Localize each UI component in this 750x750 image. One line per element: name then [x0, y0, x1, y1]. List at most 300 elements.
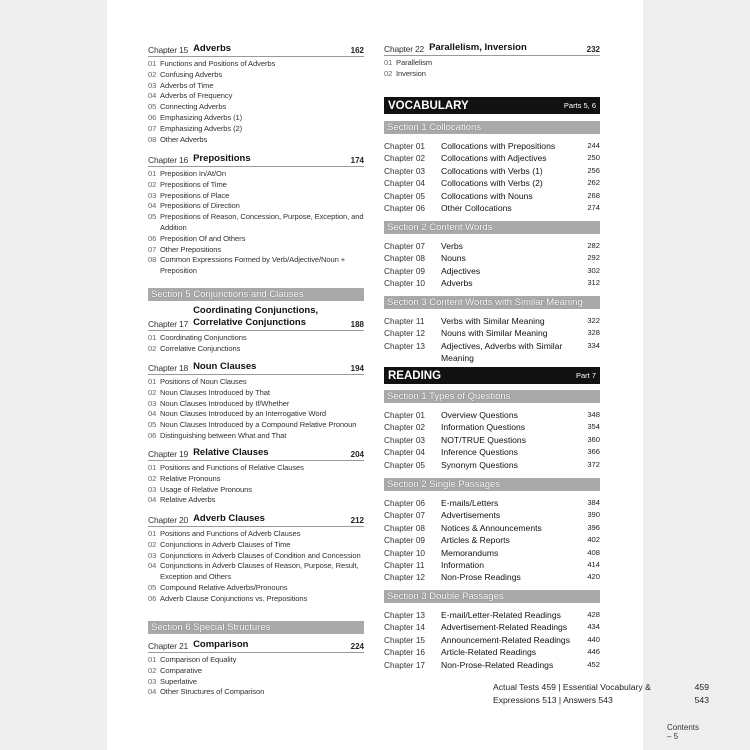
chapter-label: Chapter 11: [384, 559, 425, 570]
page-number: 390: [587, 510, 600, 520]
chapter-row: [384, 522, 600, 534]
item-title: Noun Clauses Introduced by an Interrogative Word: [160, 409, 327, 419]
page-number: 348: [587, 410, 600, 419]
list-item: [148, 594, 364, 605]
chapter-row: [384, 659, 600, 671]
chapter-block: [384, 121, 600, 214]
chapter-title: Information Questions: [441, 422, 526, 433]
item-title: Emphasizing Adverbs (2): [160, 123, 243, 133]
page-number: 250: [587, 153, 600, 163]
list-item: [148, 495, 364, 506]
item-title: Comparison of Equality: [160, 655, 237, 664]
item-title: Noun Clauses Introduced by That: [160, 387, 270, 397]
page-number: 292: [587, 253, 600, 263]
chapter-row: [384, 459, 600, 471]
chapter-title: Relative Clauses: [193, 447, 269, 458]
item-number: 07: [148, 123, 157, 133]
chapter-block: [384, 590, 600, 671]
list-item: [148, 666, 364, 677]
section-bar: [384, 390, 600, 403]
item-title: Connecting Adverbs: [160, 102, 227, 112]
chapter-block: [384, 390, 600, 471]
chapter-row: [384, 509, 600, 521]
page-number: 366: [587, 447, 600, 457]
chapter-label: Chapter 06: [384, 202, 426, 213]
list-item: [148, 255, 364, 277]
list-item: [384, 69, 600, 80]
item-number: 02: [384, 68, 393, 78]
item-title: Confusing Adverbs: [160, 69, 223, 79]
chapter-label: Chapter 14: [384, 622, 426, 633]
chapter-title: Non-Prose-Related Readings: [441, 659, 554, 670]
back-matter-line: [493, 695, 709, 705]
chapter-row: [384, 609, 600, 621]
item-number: 05: [148, 582, 157, 592]
section-label: Section 5: [151, 289, 191, 300]
chapter-title: Adverbs: [193, 43, 232, 54]
section-title: Content Words with Similar Meaning: [429, 297, 583, 308]
list-item: [148, 399, 364, 410]
chapter-heading: [148, 639, 364, 653]
item-number: 02: [148, 387, 157, 397]
chapter-title: Collocations with Adjectives: [441, 153, 547, 164]
chapter-row: [384, 327, 600, 339]
section-block: [148, 288, 364, 301]
item-number: 03: [148, 550, 157, 560]
back-matter-line: [493, 682, 709, 692]
chapter-row: [384, 165, 600, 177]
section-title: Special Structures: [193, 622, 271, 633]
chapter-title: Verbs: [441, 241, 463, 251]
chapter-row: [384, 177, 600, 189]
section-bar: [384, 296, 600, 309]
page-number: 244: [587, 141, 600, 150]
item-title: Preposition In/At/On: [160, 169, 226, 178]
item-number: 06: [148, 593, 157, 603]
chapter-block: [148, 361, 364, 442]
section-title: Single Passages: [429, 479, 501, 490]
section-label: Section 2: [387, 479, 427, 490]
list-item: [148, 551, 364, 562]
chapter-label: Chapter 03: [384, 434, 426, 445]
page-number: 372: [587, 459, 600, 469]
page-number: 354: [587, 422, 600, 432]
list-item: [148, 677, 364, 688]
chapter-row: [384, 152, 600, 164]
list-item: [148, 180, 364, 191]
part-title: VOCABULARY: [388, 99, 469, 112]
section-title: Content Words: [429, 222, 493, 233]
chapter-title: Coordinating Conjunctions, Correlative Conjunctions: [193, 305, 319, 328]
part-numbers: Parts 5, 6: [563, 101, 596, 110]
chapter-row: [384, 340, 600, 364]
page-number: 188: [350, 320, 364, 329]
item-title: Conjunctions in Adverb Clauses of Time: [160, 539, 291, 549]
page-number: 428: [587, 610, 600, 619]
item-number: 03: [148, 190, 157, 200]
item-number: 01: [148, 169, 157, 178]
item-number: 08: [148, 134, 157, 144]
item-number: 01: [148, 529, 157, 538]
item-title: Inversion: [396, 68, 426, 78]
item-title: Noun Clauses Introduced by If/Whether: [160, 398, 290, 408]
item-title: Conjunctions in Adverb Clauses of Reason, Purpose, Result, Exception and Others: [160, 561, 359, 582]
chapter-title: NOT/TRUE Questions: [441, 434, 527, 445]
chapter-label: Chapter 09: [384, 535, 426, 546]
section-label: Section 3: [387, 591, 427, 602]
item-number: 06: [148, 233, 157, 243]
chapter-label: Chapter 17: [148, 319, 189, 329]
chapter-title: Collocations with Prepositions: [441, 141, 556, 151]
chapter-title: Adverbs: [441, 278, 473, 289]
section-label: Section 1: [387, 122, 427, 133]
chapter-heading: [148, 361, 364, 375]
page-number: 212: [350, 516, 364, 525]
item-number: 03: [148, 484, 157, 494]
list-item: [148, 113, 364, 124]
list-item: [148, 191, 364, 202]
back-matter-text: Actual Tests 459 | Essential Vocabulary &: [493, 682, 651, 692]
chapter-title: E-mail/Letter-Related Readings: [441, 610, 561, 620]
chapter-title: Collocations with Nouns: [441, 190, 533, 201]
chapter-label: Chapter 12: [384, 328, 426, 339]
page-number: 384: [587, 498, 600, 507]
chapter-block: [384, 221, 600, 290]
page-number: 396: [587, 522, 600, 532]
item-number: 04: [148, 561, 157, 571]
item-number: 02: [148, 179, 157, 189]
item-title: Distinguishing between What and That: [160, 430, 287, 440]
item-title: Positions and Functions of Relative Clauses: [160, 463, 304, 472]
part-bar: [384, 367, 600, 384]
chapter-title: Other Collocations: [441, 202, 512, 213]
chapter-heading: [148, 513, 364, 527]
item-title: Adverbs of Time: [160, 80, 214, 90]
chapter-row: [384, 559, 600, 571]
list-item: [148, 245, 364, 256]
chapter-label: Chapter 08: [384, 253, 426, 264]
item-title: Correlative Conjunctions: [160, 343, 241, 353]
chapter-block: [148, 447, 364, 506]
list-item: [148, 124, 364, 135]
chapter-row: [384, 277, 600, 289]
chapter-row: [384, 421, 600, 433]
item-title: Relative Adverbs: [160, 495, 216, 505]
chapter-row: [384, 190, 600, 202]
page-number: 274: [587, 202, 600, 212]
part-block: [384, 367, 600, 384]
chapter-title: Nouns: [441, 253, 466, 264]
chapter-label: Chapter 20: [148, 515, 189, 525]
chapter-row: [384, 446, 600, 458]
chapter-label: Chapter 17: [384, 659, 426, 670]
chapter-row: [384, 634, 600, 646]
chapter-row: [384, 315, 600, 327]
chapter-title: Advertisements: [441, 510, 501, 521]
item-number: 06: [148, 112, 157, 122]
chapter-row: [384, 140, 600, 152]
chapter-label: Chapter 13: [384, 610, 426, 620]
item-number: 04: [148, 201, 157, 211]
page-number: 224: [350, 642, 364, 651]
chapter-heading: [384, 42, 600, 56]
list-item: [148, 431, 364, 442]
list-item: [148, 377, 364, 388]
item-title: Other Prepositions: [160, 244, 222, 254]
list-item: [148, 333, 364, 344]
item-title: Common Expressions Formed by Verb/Adjective/Noun + Preposition: [160, 255, 346, 276]
item-number: 03: [148, 80, 157, 90]
chapter-heading: [148, 43, 364, 57]
chapter-row: [384, 409, 600, 421]
page-number: 543: [694, 695, 709, 705]
toc-page: [107, 0, 709, 750]
chapter-title: Adjectives, Adverbs with Similar Meaning: [441, 340, 563, 364]
page-number: 334: [587, 340, 600, 350]
chapter-title: Article-Related Readings: [441, 647, 537, 658]
chapter-label: Chapter 07: [384, 241, 426, 251]
chapter-block: [148, 639, 364, 698]
list-item: [148, 70, 364, 81]
item-title: Other Adverbs: [160, 134, 208, 144]
item-title: Positions of Noun Clauses: [160, 377, 247, 386]
item-number: 03: [148, 398, 157, 408]
chapter-block: [384, 42, 600, 80]
item-title: Prepositions of Reason, Concession, Purpose, Exception, and Addition: [160, 212, 364, 232]
chapter-label: Chapter 15: [384, 634, 426, 645]
list-item: [148, 388, 364, 399]
item-title: Prepositions of Direction: [160, 201, 240, 211]
page-number: 328: [587, 328, 600, 338]
chapter-title: Comparison: [193, 639, 249, 650]
page-number: 262: [587, 178, 600, 188]
page-number: 459: [694, 682, 709, 692]
chapter-title: Verbs with Similar Meaning: [441, 316, 545, 326]
section-title: Types of Questions: [429, 391, 511, 402]
item-title: Compound Relative Adverbs/Pronouns: [160, 582, 288, 592]
item-title: Functions and Positions of Adverbs: [160, 59, 276, 68]
page-number: 232: [586, 45, 600, 54]
chapter-title: Information: [441, 559, 484, 570]
part-block: [384, 97, 600, 114]
part-title: READING: [388, 369, 442, 382]
item-number: 01: [148, 59, 157, 68]
section-label: Section 3: [387, 297, 427, 308]
chapter-title: Overview Questions: [441, 410, 518, 420]
chapter-label: Chapter 12: [384, 572, 426, 583]
page-number: 268: [587, 190, 600, 200]
chapter-block: [148, 43, 364, 145]
list-item: [148, 420, 364, 431]
chapter-title: Nouns with Similar Meaning: [441, 328, 548, 339]
chapter-title: Adverb Clauses: [193, 513, 265, 524]
page-number: 302: [587, 265, 600, 275]
item-number: 02: [148, 473, 157, 483]
page-number: 408: [587, 547, 600, 557]
chapter-label: Chapter 01: [384, 410, 426, 420]
page-number: 360: [587, 434, 600, 444]
chapter-title: Announcement-Related Readings: [441, 634, 570, 645]
chapter-heading: [148, 153, 364, 167]
list-item: [148, 169, 364, 180]
page-number: 312: [587, 278, 600, 288]
list-item: [148, 409, 364, 420]
page-number: 194: [350, 364, 364, 373]
list-item: [148, 135, 364, 146]
chapter-title: Articles & Reports: [441, 535, 510, 546]
item-number: 02: [148, 343, 157, 353]
item-title: Noun Clauses Introduced by a Compound Relative Pronoun: [160, 420, 357, 430]
item-number: 02: [148, 539, 157, 549]
chapter-label: Chapter 10: [384, 547, 426, 558]
item-number: 01: [384, 58, 393, 67]
chapter-row: [384, 240, 600, 252]
item-number: 01: [148, 333, 157, 342]
list-item: [148, 561, 364, 583]
chapter-label: Chapter 09: [384, 265, 426, 276]
page-number: 204: [350, 450, 364, 459]
list-item: [148, 540, 364, 551]
chapter-block: [148, 305, 364, 355]
list-item: [148, 81, 364, 92]
list-item: [148, 529, 364, 540]
page-number: 322: [587, 316, 600, 325]
chapter-label: Chapter 03: [384, 165, 426, 176]
chapter-label: Chapter 02: [384, 422, 426, 433]
chapter-title: Inference Questions: [441, 447, 518, 458]
chapter-title: Adjectives: [441, 265, 481, 276]
page-number: 440: [587, 634, 600, 644]
page-number: 414: [587, 559, 600, 569]
page-number: 256: [587, 165, 600, 175]
section-bar: [384, 590, 600, 603]
chapter-row: [384, 534, 600, 546]
chapter-label: Chapter 04: [384, 178, 426, 189]
chapter-label: Chapter 16: [384, 647, 426, 658]
list-item: [148, 344, 364, 355]
page-number: 402: [587, 535, 600, 545]
chapter-block: [384, 478, 600, 584]
chapter-label: Chapter 04: [384, 447, 426, 458]
item-title: Relative Pronouns: [160, 473, 221, 483]
page-number: 420: [587, 572, 600, 582]
chapter-label: Chapter 18: [148, 363, 189, 373]
item-number: 04: [148, 409, 157, 419]
chapter-label: Chapter 13: [384, 340, 426, 351]
page-number: 282: [587, 241, 600, 250]
chapter-label: Chapter 21: [148, 641, 189, 651]
item-number: 03: [148, 676, 157, 686]
chapter-label: Chapter 07: [384, 510, 426, 521]
chapter-row: [384, 646, 600, 658]
item-number: 05: [148, 212, 157, 222]
item-title: Coordinating Conjunctions: [160, 333, 247, 342]
chapter-block: [148, 153, 364, 277]
part-numbers: Part 7: [575, 371, 596, 380]
item-title: Adverb Clause Conjunctions vs. Prepositions: [160, 593, 308, 603]
list-item: [148, 212, 364, 234]
item-title: Preposition Of and Others: [160, 233, 246, 243]
section-block: [148, 621, 364, 634]
item-title: Positions and Functions of Adverb Clauses: [160, 529, 301, 538]
item-title: Adverbs of Frequency: [160, 91, 233, 101]
chapter-title: Non-Prose Readings: [441, 572, 521, 583]
item-number: 05: [148, 420, 157, 430]
chapter-row: [384, 571, 600, 583]
chapter-title: E-mails/Letters: [441, 498, 499, 508]
item-number: 02: [148, 69, 157, 79]
chapter-title: Parallelism, Inversion: [429, 42, 527, 53]
chapter-block: [148, 513, 364, 605]
chapter-label: Chapter 06: [384, 498, 426, 508]
list-item: [148, 102, 364, 113]
section-title: Conjunctions and Clauses: [193, 289, 304, 300]
part-bar: [384, 97, 600, 114]
chapter-row: [384, 434, 600, 446]
page-number: 446: [587, 647, 600, 657]
chapter-label: Chapter 10: [384, 278, 426, 289]
list-item: [148, 234, 364, 245]
section-label: Section 2: [387, 222, 427, 233]
chapter-row: [384, 265, 600, 277]
chapter-label: Chapter 15: [148, 45, 189, 55]
chapter-title: Memorandums: [441, 547, 499, 558]
list-item: [148, 655, 364, 666]
item-title: Emphasizing Adverbs (1): [160, 112, 243, 122]
section-bar: [384, 221, 600, 234]
chapter-title: Collocations with Verbs (2): [441, 178, 543, 189]
chapter-row: [384, 202, 600, 214]
chapter-label: Chapter 16: [148, 155, 189, 165]
page-footer: Contents – 5: [667, 723, 700, 741]
chapter-title: Noun Clauses: [193, 361, 257, 372]
item-title: Superlative: [160, 676, 197, 686]
section-label: Section 1: [387, 391, 427, 402]
chapter-heading: [148, 447, 364, 461]
section-label: Section 6: [151, 622, 191, 633]
section-title: Collocations: [429, 122, 482, 133]
item-title: Conjunctions in Adverb Clauses of Condition and Concession: [160, 550, 361, 560]
list-item: [384, 58, 600, 69]
list-item: [148, 463, 364, 474]
chapter-title: Notices & Announcements: [441, 522, 542, 533]
chapter-label: Chapter 19: [148, 449, 189, 459]
item-number: 04: [148, 687, 157, 697]
chapter-block: [384, 296, 600, 364]
item-number: 08: [148, 255, 157, 265]
chapter-label: Chapter 11: [384, 316, 425, 326]
item-number: 06: [148, 430, 157, 440]
section-bar: [148, 621, 364, 634]
section-bar: [384, 478, 600, 491]
chapter-label: Chapter 05: [384, 459, 426, 470]
page-number: 452: [587, 659, 600, 669]
list-item: [148, 91, 364, 102]
section-bar: [148, 288, 364, 301]
list-item: [148, 59, 364, 70]
page-number: 174: [350, 156, 364, 165]
list-item: [148, 583, 364, 594]
chapter-title: Advertisement-Related Readings: [441, 622, 568, 633]
chapter-label: Chapter 22: [384, 44, 425, 54]
item-number: 05: [148, 102, 157, 112]
item-number: 02: [148, 665, 157, 675]
chapter-heading: [148, 305, 364, 331]
chapter-label: Chapter 08: [384, 522, 426, 533]
list-item: [148, 201, 364, 212]
item-title: Usage of Relative Pronouns: [160, 484, 252, 494]
chapter-label: Chapter 01: [384, 141, 426, 151]
